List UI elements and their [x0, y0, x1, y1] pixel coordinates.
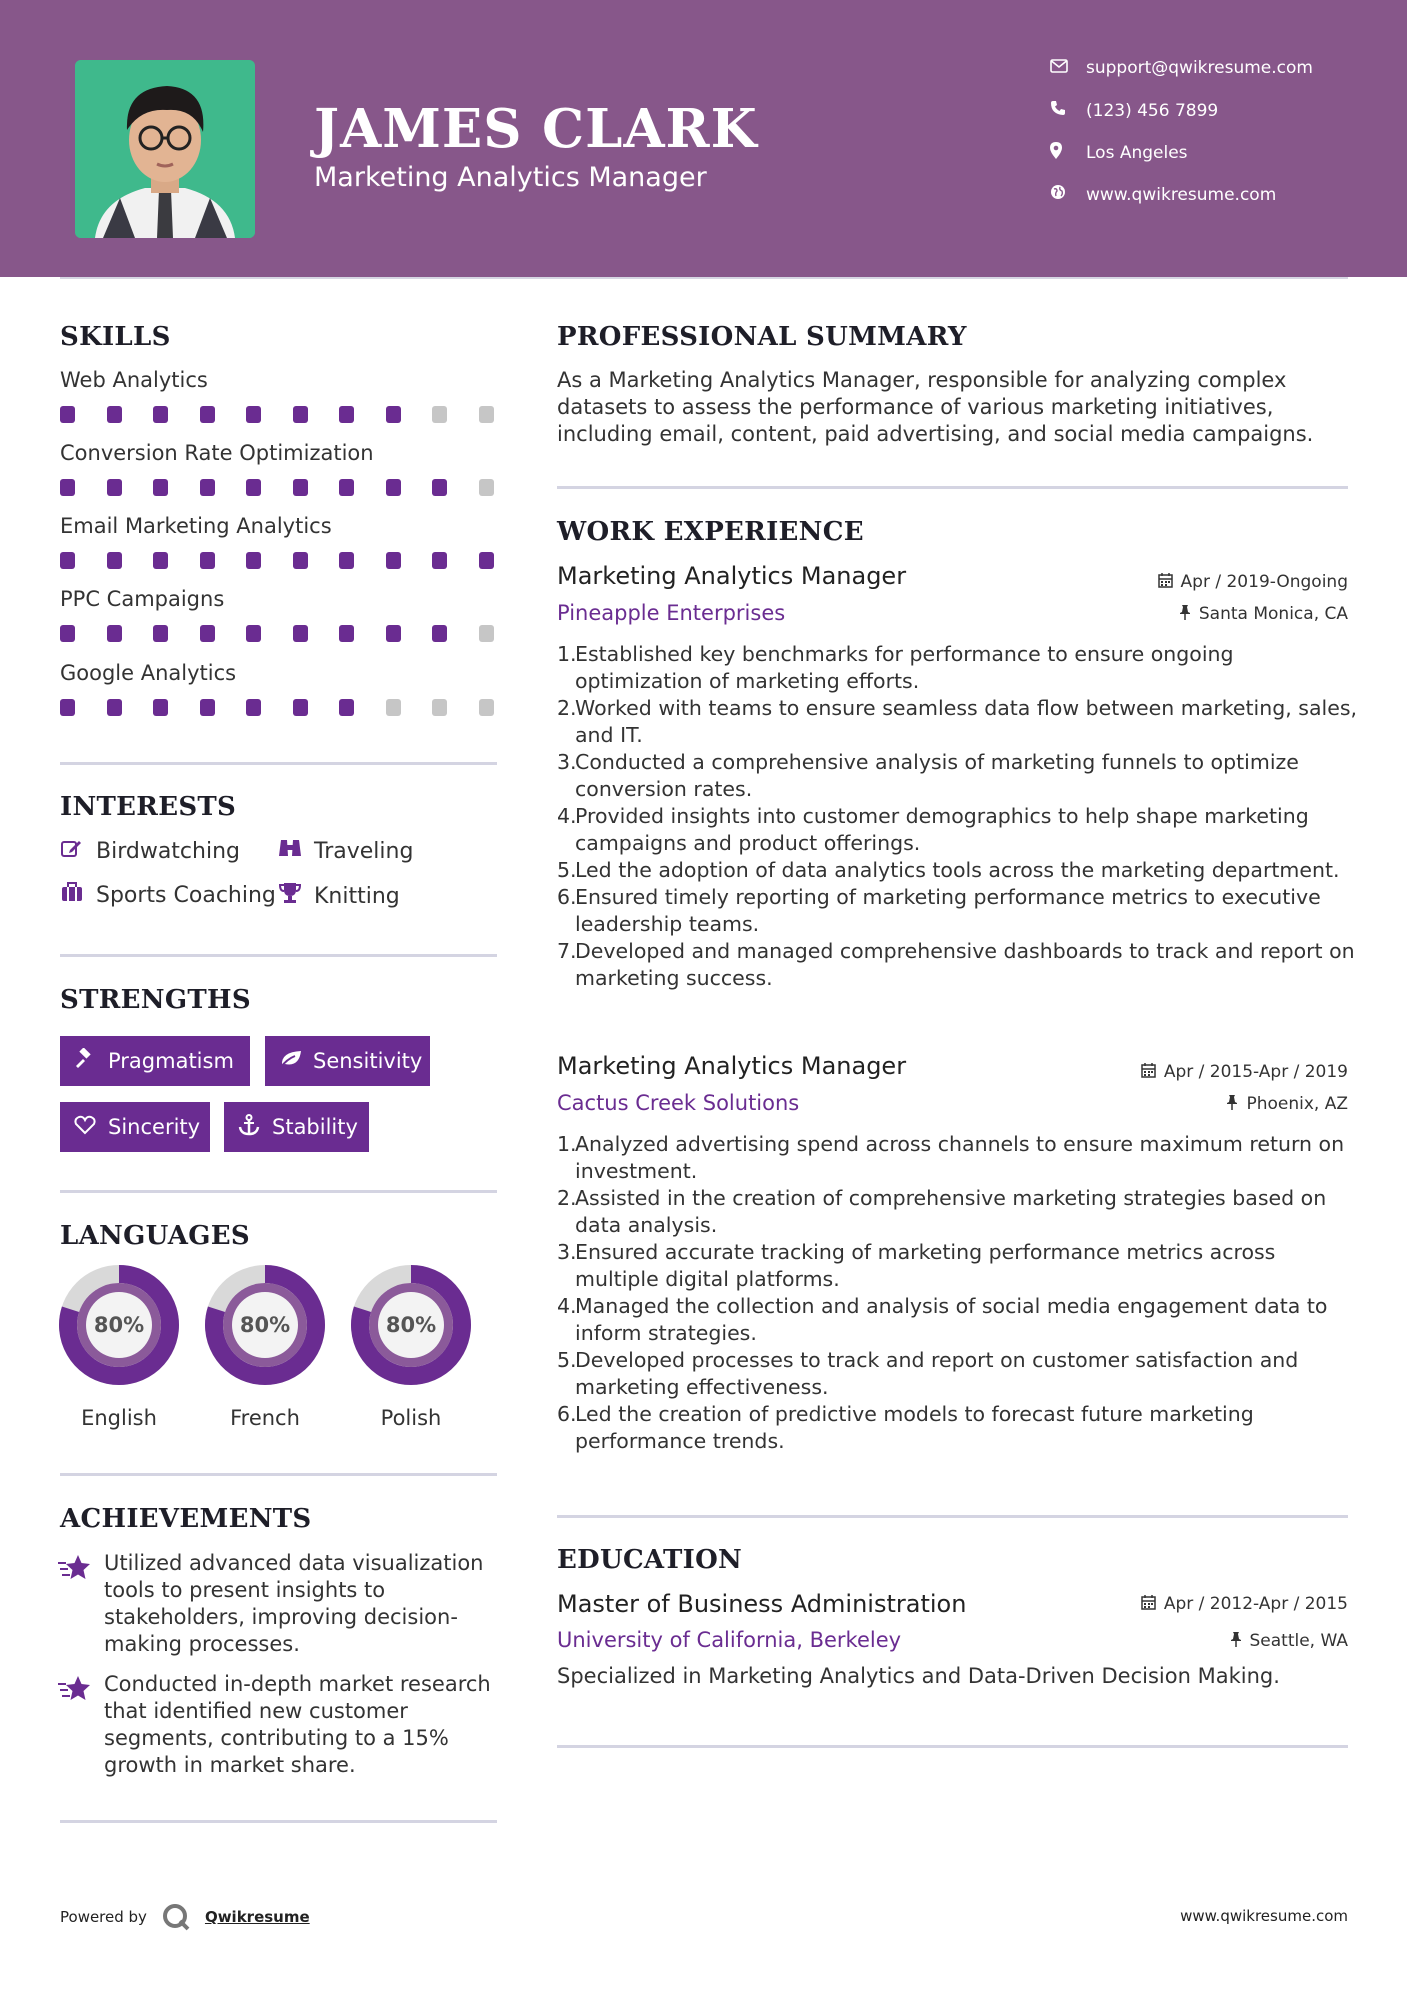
skill-dot — [246, 625, 261, 642]
skill-rating — [60, 699, 500, 717]
education-heading: EDUCATION — [557, 1545, 743, 1575]
skill-dot — [479, 406, 494, 423]
achievement-text: Conducted in-depth market research that identified new customer segments, contributing to a 15% growth in market share. — [104, 1672, 491, 1777]
skill-dot — [339, 625, 354, 642]
strength-chip: Pragmatism — [60, 1036, 250, 1086]
leaf-icon — [279, 1049, 301, 1074]
interest-item: Traveling — [278, 838, 413, 864]
header-divider — [60, 277, 1348, 279]
job-location: Phoenix, AZ — [1226, 1094, 1348, 1114]
briefcase-icon — [60, 882, 84, 908]
skill-dot — [153, 552, 168, 569]
footer-powered-by — [60, 1902, 310, 1932]
skill-name: Conversion Rate Optimization — [60, 441, 374, 465]
skill-dot — [386, 625, 401, 642]
skill-dot — [293, 479, 308, 496]
skill-dot — [107, 406, 122, 423]
skill-dot — [339, 552, 354, 569]
skill-dot — [107, 625, 122, 642]
duty-item: 4. Managed the collection and analysis of social media engagement data to inform strategies. — [557, 1294, 1328, 1345]
skill-rating — [60, 625, 500, 643]
skill-rating — [60, 552, 500, 570]
skill-rating — [60, 406, 500, 424]
contact-website[interactable] — [1050, 184, 1276, 205]
skill-dot — [479, 699, 494, 716]
duty-item: 7. Developed and managed comprehensive dashboards to track and report on marketing success. — [557, 939, 1355, 990]
education-dates: Apr / 2012-Apr / 2015 — [1141, 1594, 1348, 1614]
skill-rating — [60, 479, 500, 497]
section-divider — [60, 1820, 497, 1823]
duty-item: 6. Led the creation of predictive models to forecast future marketing performance trends. — [557, 1402, 1254, 1453]
section-divider — [557, 1745, 1348, 1748]
skill-dot — [107, 699, 122, 716]
profile-photo — [75, 60, 255, 238]
duty-item: 2. Worked with teams to ensure seamless data flow between marketing, sales, and IT. — [557, 696, 1358, 747]
pin-icon — [1179, 605, 1191, 624]
skill-dot — [293, 406, 308, 423]
achievement-text: Utilized advanced data visualization tools to present insights to stakeholders, improving decision-making processes. — [104, 1551, 484, 1656]
duty-item: 5. Developed processes to track and report on customer satisfaction and marketing effectiveness. — [557, 1348, 1299, 1399]
interest-item: Birdwatching — [60, 838, 240, 864]
trophy-icon — [278, 882, 302, 910]
skill-dot — [200, 406, 215, 423]
skill-dot — [200, 699, 215, 716]
education-location: Seattle, WA — [1230, 1631, 1349, 1651]
duty-item: 1. Analyzed advertising spend across channels to ensure maximum return on investment. — [557, 1132, 1345, 1183]
contact-website-text: www.qwikresume.com — [1086, 184, 1277, 205]
job-title: Marketing Analytics Manager — [557, 562, 907, 590]
skill-dot — [386, 699, 401, 716]
skill-dot — [153, 625, 168, 642]
duty-item: 3. Ensured accurate tracking of marketing performance metrics across multiple digital platforms. — [557, 1240, 1276, 1291]
edit-icon — [60, 838, 84, 864]
calendar-icon — [1141, 1063, 1156, 1082]
job-dates: Apr / 2015-Apr / 2019 — [1141, 1062, 1348, 1082]
duty-item: 2. Assisted in the creation of comprehensive marketing strategies based on data analysis. — [557, 1186, 1327, 1237]
skill-dot — [153, 406, 168, 423]
language-name: French — [230, 1406, 300, 1430]
contact-location-text: Los Angeles — [1086, 143, 1188, 163]
skill-dot — [479, 625, 494, 642]
skill-dot — [153, 699, 168, 716]
skills-heading: SKILLS — [60, 322, 171, 352]
skill-dot — [432, 406, 447, 423]
summary-text: As a Marketing Analytics Manager, responsible for analyzing complex datasets to assess the performance of various marketing initiatives, including email, content, paid advertising, and social media campaigns. — [557, 368, 1314, 446]
skill-name: Email Marketing Analytics — [60, 514, 332, 538]
skill-dot — [339, 699, 354, 716]
skill-dot — [246, 552, 261, 569]
skill-dot — [246, 699, 261, 716]
gavel-icon — [74, 1048, 96, 1075]
skill-dot — [60, 406, 75, 423]
skill-name: Web Analytics — [60, 368, 208, 392]
skill-dot — [479, 479, 494, 496]
languages-heading: LANGUAGES — [60, 1221, 250, 1251]
skill-name: PPC Campaigns — [60, 587, 225, 611]
language-percent: 80% — [93, 1313, 145, 1337]
duty-item: 3. Conducted a comprehensive analysis of marketing funnels to optimize conversion rates. — [557, 750, 1299, 801]
star-icon — [58, 1674, 92, 1704]
achievements-heading: ACHIEVEMENTS — [60, 1504, 312, 1534]
language-item — [350, 1264, 472, 1430]
interest-item: Sports Coaching — [60, 882, 276, 908]
anchor-icon — [238, 1114, 260, 1141]
binoculars-icon — [278, 838, 302, 864]
summary-heading: PROFESSIONAL SUMMARY — [557, 322, 967, 352]
skill-dot — [293, 625, 308, 642]
skill-dot — [246, 479, 261, 496]
section-divider — [60, 1190, 497, 1193]
section-divider — [557, 486, 1348, 489]
pin-icon — [1226, 1095, 1238, 1114]
contact-email-text: support@qwikresume.com — [1086, 58, 1313, 78]
section-divider — [60, 954, 497, 957]
language-name: English — [81, 1406, 157, 1430]
contact-phone[interactable] — [1050, 100, 1218, 121]
job-dates: Apr / 2019-Ongoing — [1158, 572, 1348, 592]
interest-item: Knitting — [278, 882, 400, 910]
language-item — [58, 1264, 180, 1430]
duty-item: 5. Led the adoption of data analytics tools across the marketing department. — [557, 858, 1340, 882]
skill-dot — [60, 699, 75, 716]
header-banner — [0, 0, 1407, 277]
skill-dot — [60, 625, 75, 642]
skill-dot — [432, 552, 447, 569]
skill-dot — [386, 552, 401, 569]
section-divider — [60, 1473, 497, 1476]
company-name: Pineapple Enterprises — [557, 601, 786, 625]
duty-item: 6. Ensured timely reporting of marketing performance metrics to executive leadership teams. — [557, 885, 1321, 936]
language-name: Polish — [380, 1406, 442, 1430]
contact-location — [1050, 142, 1188, 164]
contact-phone-text: (123) 456 7899 — [1086, 100, 1219, 121]
strengths-heading: STRENGTHS — [60, 985, 251, 1015]
skill-dot — [293, 552, 308, 569]
school-name: University of California, Berkeley — [557, 1628, 902, 1652]
skill-dot — [293, 699, 308, 716]
strength-chip: Sincerity — [60, 1102, 210, 1152]
education-description: Specialized in Marketing Analytics and Data-Driven Decision Making. — [557, 1664, 1280, 1688]
skill-dot — [432, 625, 447, 642]
language-item — [204, 1264, 326, 1430]
skill-dot — [200, 479, 215, 496]
calendar-icon — [1158, 573, 1173, 592]
section-divider — [60, 762, 497, 765]
job-duties — [557, 641, 1365, 992]
calendar-icon — [1141, 1595, 1156, 1614]
skill-dot — [200, 625, 215, 642]
skill-dot — [339, 406, 354, 423]
contact-email[interactable] — [1050, 58, 1313, 78]
language-percent: 80% — [385, 1313, 437, 1337]
skill-dot — [60, 552, 75, 569]
star-icon — [58, 1553, 92, 1583]
candidate-title: Marketing Analytics Manager — [314, 162, 707, 193]
pin-icon — [1230, 1632, 1242, 1651]
duty-item: 1. Established key benchmarks for performance to ensure ongoing optimization of marketing efforts. — [557, 642, 1234, 693]
footer-website[interactable]: www.qwikresume.com — [1180, 1907, 1348, 1925]
globe-icon — [1050, 184, 1072, 205]
job-title: Marketing Analytics Manager — [557, 1052, 907, 1080]
skill-dot — [107, 552, 122, 569]
phone-icon — [1050, 100, 1072, 121]
powered-by-text: Powered by — [60, 1908, 147, 1926]
skill-name: Google Analytics — [60, 661, 237, 685]
degree-title: Master of Business Administration — [557, 1590, 967, 1618]
skill-dot — [200, 552, 215, 569]
skill-dot — [479, 552, 494, 569]
skill-dot — [107, 479, 122, 496]
skill-dot — [60, 479, 75, 496]
duty-item: 4. Provided insights into customer demographics to help shape marketing campaigns and product offerings. — [557, 804, 1309, 855]
qwikresume-logo-icon — [161, 1902, 191, 1932]
strength-chip: Stability — [224, 1102, 369, 1152]
job-duties — [557, 1131, 1365, 1455]
map-marker-icon — [1050, 142, 1072, 164]
section-divider — [557, 1515, 1348, 1518]
experience-heading: WORK EXPERIENCE — [557, 517, 864, 547]
skill-dot — [246, 406, 261, 423]
skill-dot — [386, 479, 401, 496]
skill-dot — [432, 479, 447, 496]
skill-dot — [153, 479, 168, 496]
candidate-name: JAMES CLARK — [314, 98, 758, 160]
brand-link[interactable]: Qwikresume — [204, 1908, 310, 1926]
skill-dot — [386, 406, 401, 423]
envelope-icon — [1050, 58, 1072, 78]
language-percent: 80% — [239, 1313, 291, 1337]
interests-heading: INTERESTS — [60, 792, 237, 822]
company-name: Cactus Creek Solutions — [557, 1091, 800, 1115]
skill-dot — [432, 699, 447, 716]
strength-chip: Sensitivity — [265, 1036, 430, 1086]
job-location: Santa Monica, CA — [1179, 604, 1348, 624]
heart-icon — [74, 1115, 96, 1140]
skill-dot — [339, 479, 354, 496]
